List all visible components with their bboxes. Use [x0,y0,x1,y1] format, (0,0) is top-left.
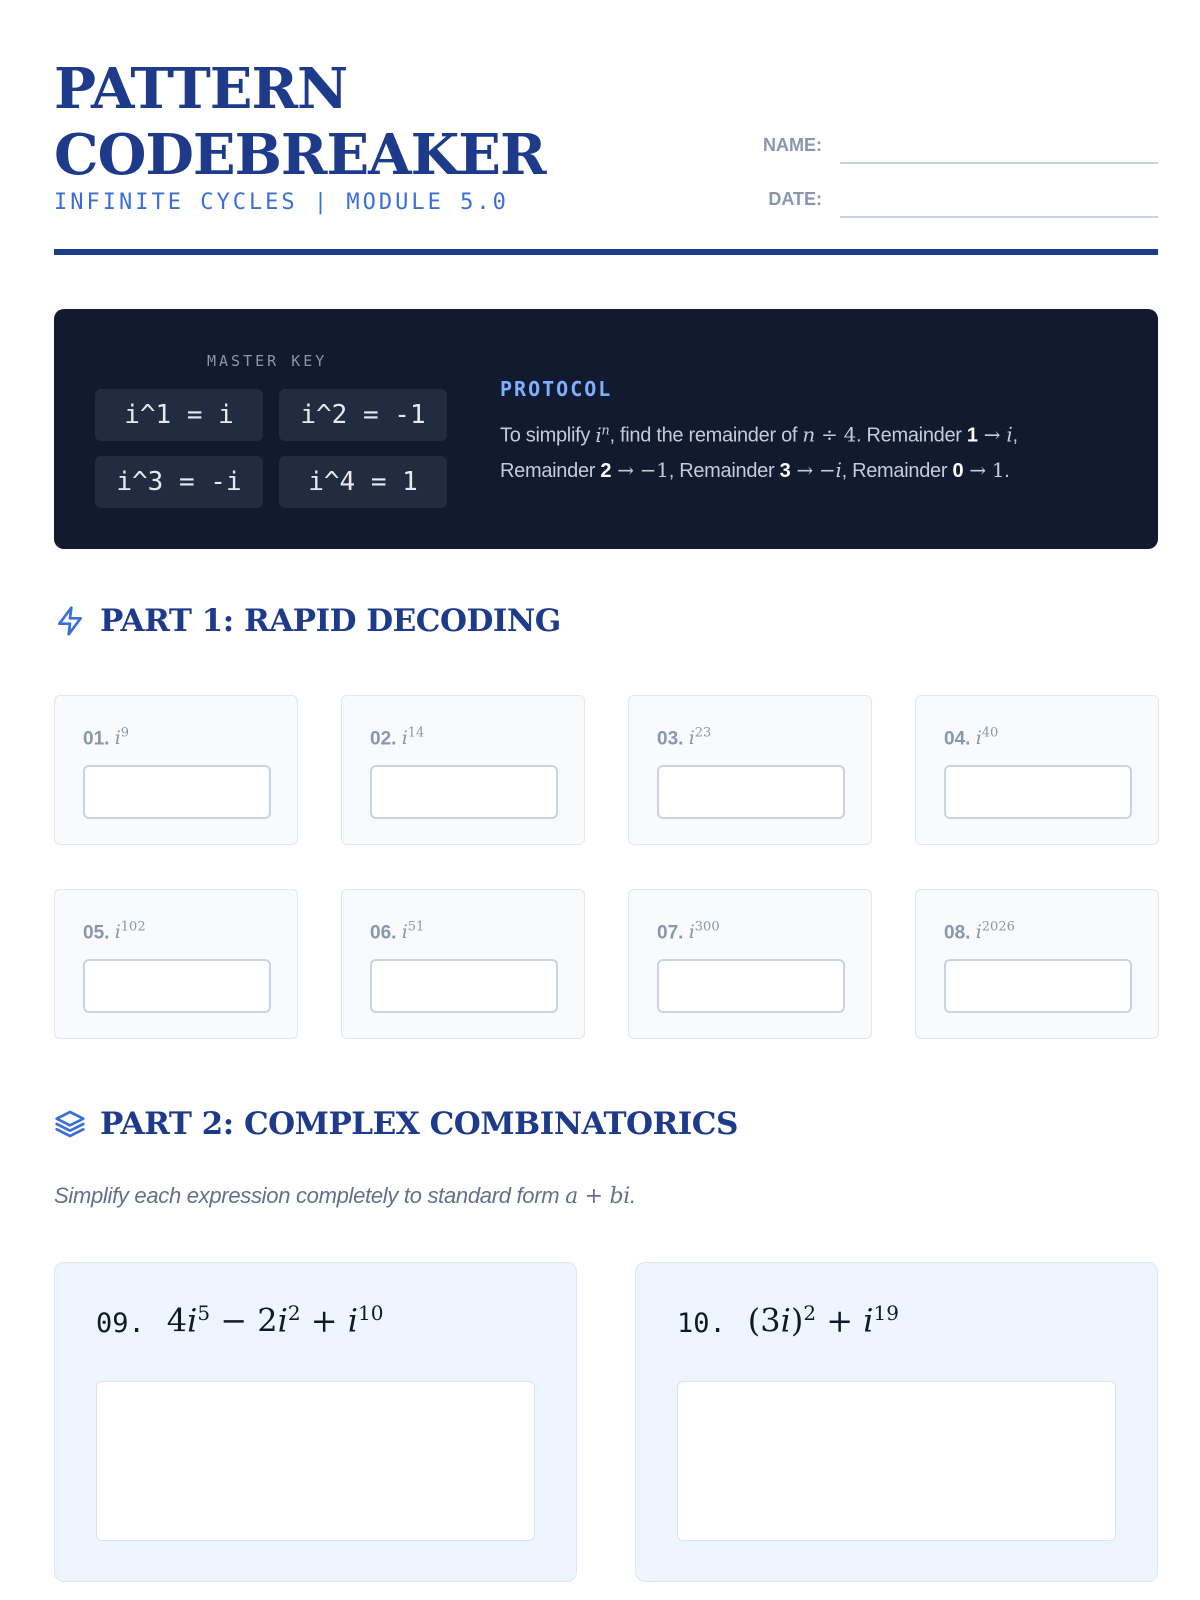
part1-title: PART 1: RAPID DECODING [100,603,561,639]
answer-box[interactable] [657,765,845,819]
answer-box[interactable] [944,959,1132,1013]
master-key-i1: i^1 = i [95,389,263,441]
header-divider [54,249,1158,255]
name-input-line[interactable] [840,162,1158,164]
answer-box[interactable] [370,765,558,819]
master-key-i3: i^3 = -i [95,456,263,508]
problem-card [341,889,585,1039]
part2-heading [54,1102,738,1146]
problem-card [628,889,872,1039]
answer-box[interactable] [83,959,271,1013]
date-field [754,178,1158,218]
page-subtitle: INFINITE CYCLES | MODULE 5.0 [54,190,509,215]
problem-card [628,695,872,845]
problem-card [915,695,1159,845]
protocol-text: To simplify $i^n$, find the remainder of n ÷ 4. Remainder 1 → i, Remainder 2 → −1, Remainder 3 → −i, Remainder 0 → 1. [500,422,1018,482]
lightning-bolt-icon [54,605,86,637]
master-key-i4: i^4 = 1 [279,456,447,508]
problem-label: 03. $i^{23}$ [657,726,712,750]
part2-title: PART 2: COMPLEX COMBINATORICS [100,1106,738,1142]
answer-box[interactable] [944,765,1132,819]
master-key-panel [54,309,1158,549]
problem-label: 06. $i^{51}$ [370,920,425,944]
problem-card-large [635,1262,1158,1582]
problem-label: 10. $(3i)^2 + i^{19}$ [677,1301,899,1340]
problem-label: 01. $i^9$ [83,726,130,750]
name-field [754,124,1158,164]
problem-card [915,889,1159,1039]
protocol-title: PROTOCOL [500,377,613,401]
problem-card [54,695,298,845]
name-label: NAME: [763,135,822,155]
layers-icon [54,1108,86,1140]
problem-label: 09. $4i^5 - 2i^2 + i^{10}$ [96,1301,384,1340]
title-line-1: PATTERN [54,56,348,122]
answer-box[interactable] [370,959,558,1013]
part2-instruction: Simplify each expression completely to standard form a + bi. [54,1183,636,1209]
work-area[interactable] [96,1381,535,1541]
work-area[interactable] [677,1381,1116,1541]
master-key-title: MASTER KEY [207,352,328,370]
date-input-line[interactable] [840,216,1158,218]
date-label: DATE: [768,189,822,209]
worksheet-page [54,0,1158,1600]
title-line-2: CODEBREAKER [54,122,546,188]
page-title [54,56,546,188]
master-key-i2: i^2 = -1 [279,389,447,441]
problem-card-large [54,1262,577,1582]
problem-card [341,695,585,845]
answer-box[interactable] [83,765,271,819]
problem-label: 04. $i^{40}$ [944,726,999,750]
problem-label: 05. $i^{102}$ [83,920,146,944]
problem-label: 02. $i^{14}$ [370,726,425,750]
problem-card [54,889,298,1039]
problem-label: 08. $i^{2026}$ [944,920,1015,944]
part1-heading [54,599,561,643]
problem-label: 07. $i^{300}$ [657,920,720,944]
answer-box[interactable] [657,959,845,1013]
